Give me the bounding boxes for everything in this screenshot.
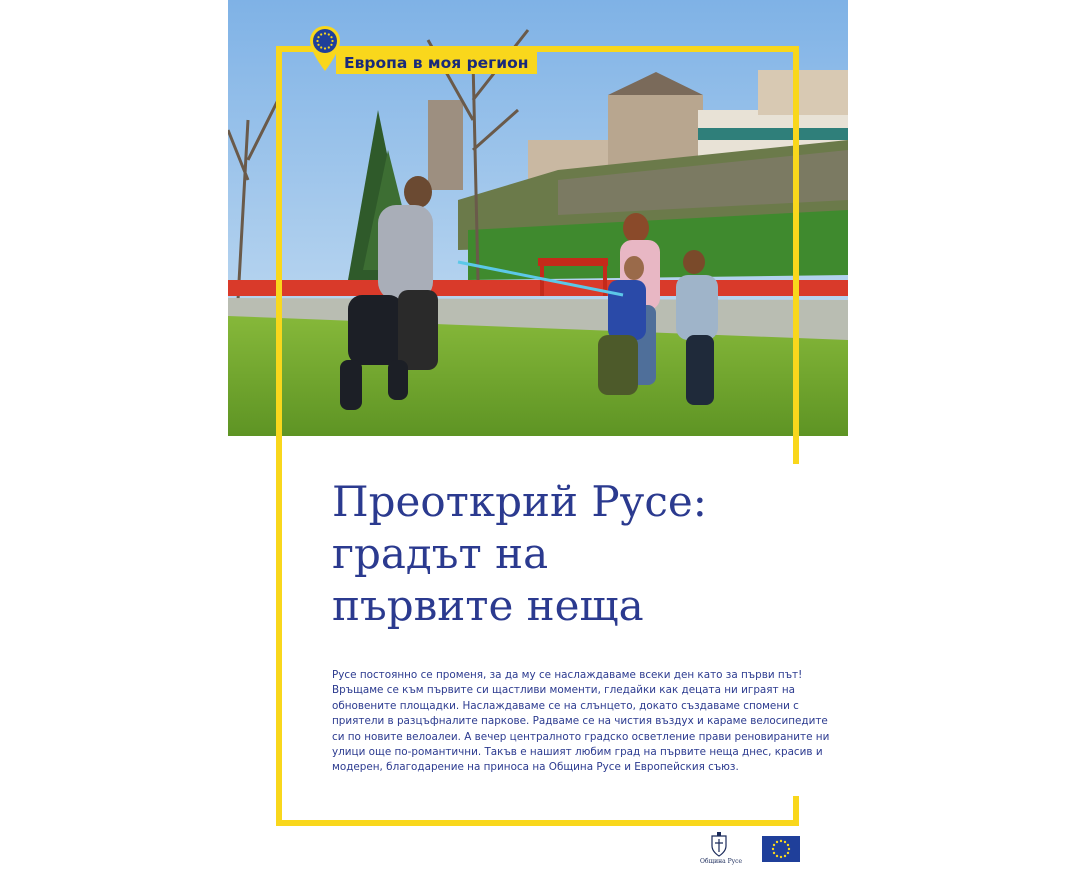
frame-right-edge: [793, 46, 799, 464]
headline: [332, 476, 802, 632]
municipality-label: Община Русе: [700, 858, 743, 865]
ruse-crest-icon: [710, 832, 728, 858]
body-line: модерен, благодарение на приноса на Община Русе и Европейския съюз.: [332, 761, 739, 774]
headline-line: първите неща: [332, 581, 644, 630]
frame-right-edge-lower: [793, 796, 799, 826]
eu-location-pin-icon: [308, 24, 342, 74]
frame-bottom-edge: [276, 820, 799, 826]
body-line: приятели в разцъфналите паркове. Радваме се на чистия въздух и караме велосипедите: [332, 715, 828, 728]
headline-line: градът на: [332, 529, 549, 578]
body-line: улици още по-романтични. Такъв е нашият любим град на първите неща днес, красив и: [332, 746, 823, 759]
body-line: Русе постоянно се променя, за да му се наслаждаваме всеки ден като за първи път!: [332, 669, 803, 681]
region-badge: [336, 52, 537, 74]
frame-left-edge-lower: [276, 436, 282, 826]
region-badge-label: Европа в моя регион: [344, 54, 529, 72]
eu-flag-icon: [762, 836, 800, 862]
body-line: обновените площадки. Наслаждаваме се на слънцето, докато създаваме спомени с: [332, 699, 799, 712]
body-line: си по новите велоалеи. А вечер централното градско осветление прави реновираните ни: [332, 730, 830, 743]
municipality-logo: [700, 832, 743, 874]
body-paragraph: [332, 668, 830, 776]
poster: [228, 0, 848, 877]
headline-line: Преоткрий Русе:: [332, 477, 707, 526]
frame-left-edge-upper: [276, 46, 282, 436]
body-line: Връщаме се към първите си щастливи моменти, гледайки как децата ни играят на: [332, 684, 796, 697]
